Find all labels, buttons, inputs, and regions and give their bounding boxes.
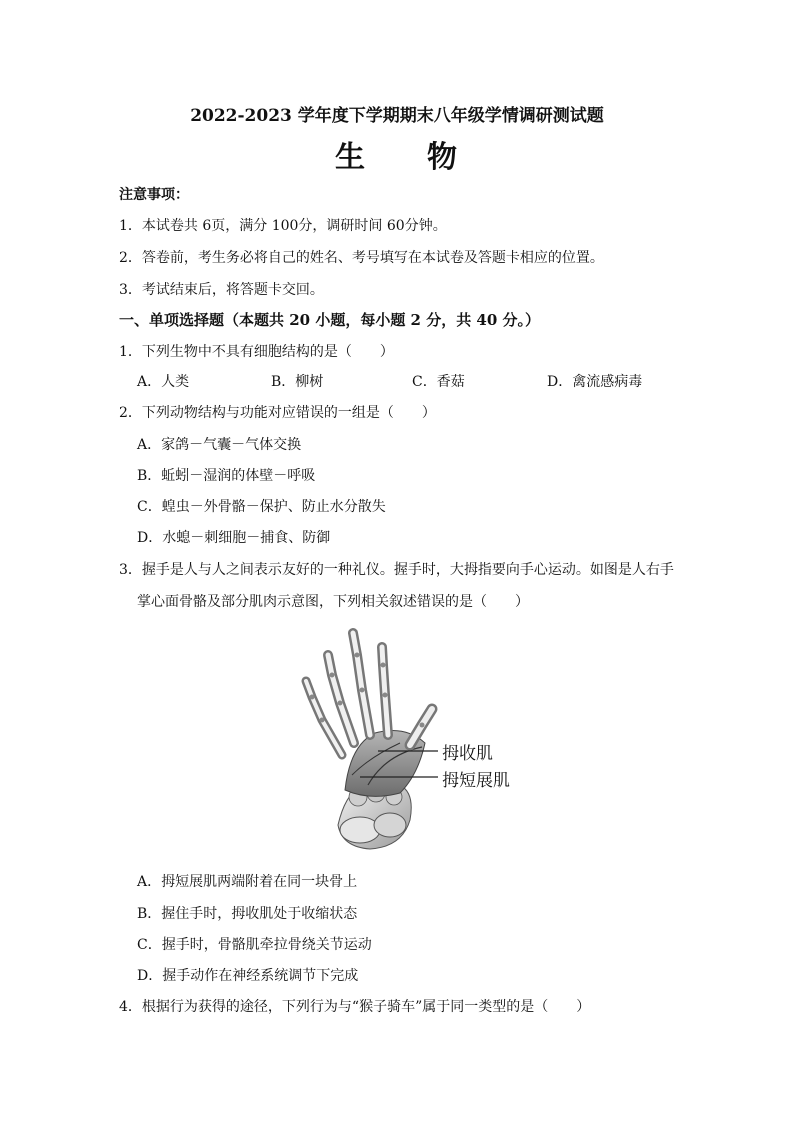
- adductor-pollicis-label: 拇收肌: [442, 744, 493, 764]
- q3-option-c: C．握手时，骨骼肌牵拉骨绕关节运动: [137, 937, 372, 953]
- q1-option-d: D．禽流感病毒: [547, 374, 643, 390]
- question-1-stem: 1．下列生物中不具有细胞结构的是（ ）: [119, 344, 394, 360]
- q1-option-a: A．人类: [137, 374, 190, 390]
- note-item-1: 1．本试卷共 6页，满分 100分，调研时间 60分钟。: [119, 218, 447, 234]
- hand-skeleton-figure: [290, 625, 530, 855]
- subject-title: [0, 140, 794, 176]
- q3-option-b: B．握住手时，拇收肌处于收缩状态: [137, 906, 358, 922]
- question-3-stem-line-2: 掌心面骨骼及部分肌肉示意图，下列相关叙述错误的是（ ）: [137, 594, 529, 610]
- exam-title: 2022-2023 学年度下学期期末八年级学情调研测试题: [190, 106, 604, 126]
- question-2-stem: 2．下列动物结构与功能对应错误的一组是（ ）: [119, 405, 436, 421]
- hand-skeleton-illustration: [290, 625, 530, 855]
- subject-char-2: 物: [427, 140, 459, 175]
- q2-option-c: C．蝗虫－外骨骼－保护、防止水分散失: [137, 499, 386, 515]
- q2-option-b: B．蚯蚓－湿润的体壁－呼吸: [137, 468, 316, 484]
- q3-option-a: A．拇短展肌两端附着在同一块骨上: [137, 874, 358, 890]
- q1-option-b: B．柳树: [271, 374, 324, 390]
- q3-option-d: D．握手动作在神经系统调节下完成: [137, 968, 359, 984]
- question-4-stem: 4．根据行为获得的途径，下列行为与“猴子骑车”属于同一类型的是（ ）: [119, 999, 591, 1015]
- question-3-stem-line-1: 3．握手是人与人之间表示友好的一种礼仪。握手时，大拇指要向手心运动。如图是人右手: [119, 562, 674, 578]
- q2-option-a: A．家鸽－气囊－气体交换: [137, 437, 302, 453]
- q2-option-d: D．水螅－刺细胞－捕食、防御: [137, 530, 331, 546]
- subject-char-1: 生: [335, 140, 367, 175]
- note-item-3: 3．考试结束后，将答题卡交回。: [119, 282, 324, 298]
- abductor-pollicis-brevis-label: 拇短展肌: [442, 771, 510, 791]
- note-item-2: 2．答卷前，考生务必将自己的姓名、考号填写在本试卷及答题卡相应的位置。: [119, 250, 604, 266]
- q1-option-c: C．香菇: [412, 374, 465, 390]
- section-heading: 一、单项选择题（本题共 20 小题，每小题 2 分，共 40 分。）: [119, 311, 541, 329]
- notes-heading: 注意事项：: [119, 187, 189, 203]
